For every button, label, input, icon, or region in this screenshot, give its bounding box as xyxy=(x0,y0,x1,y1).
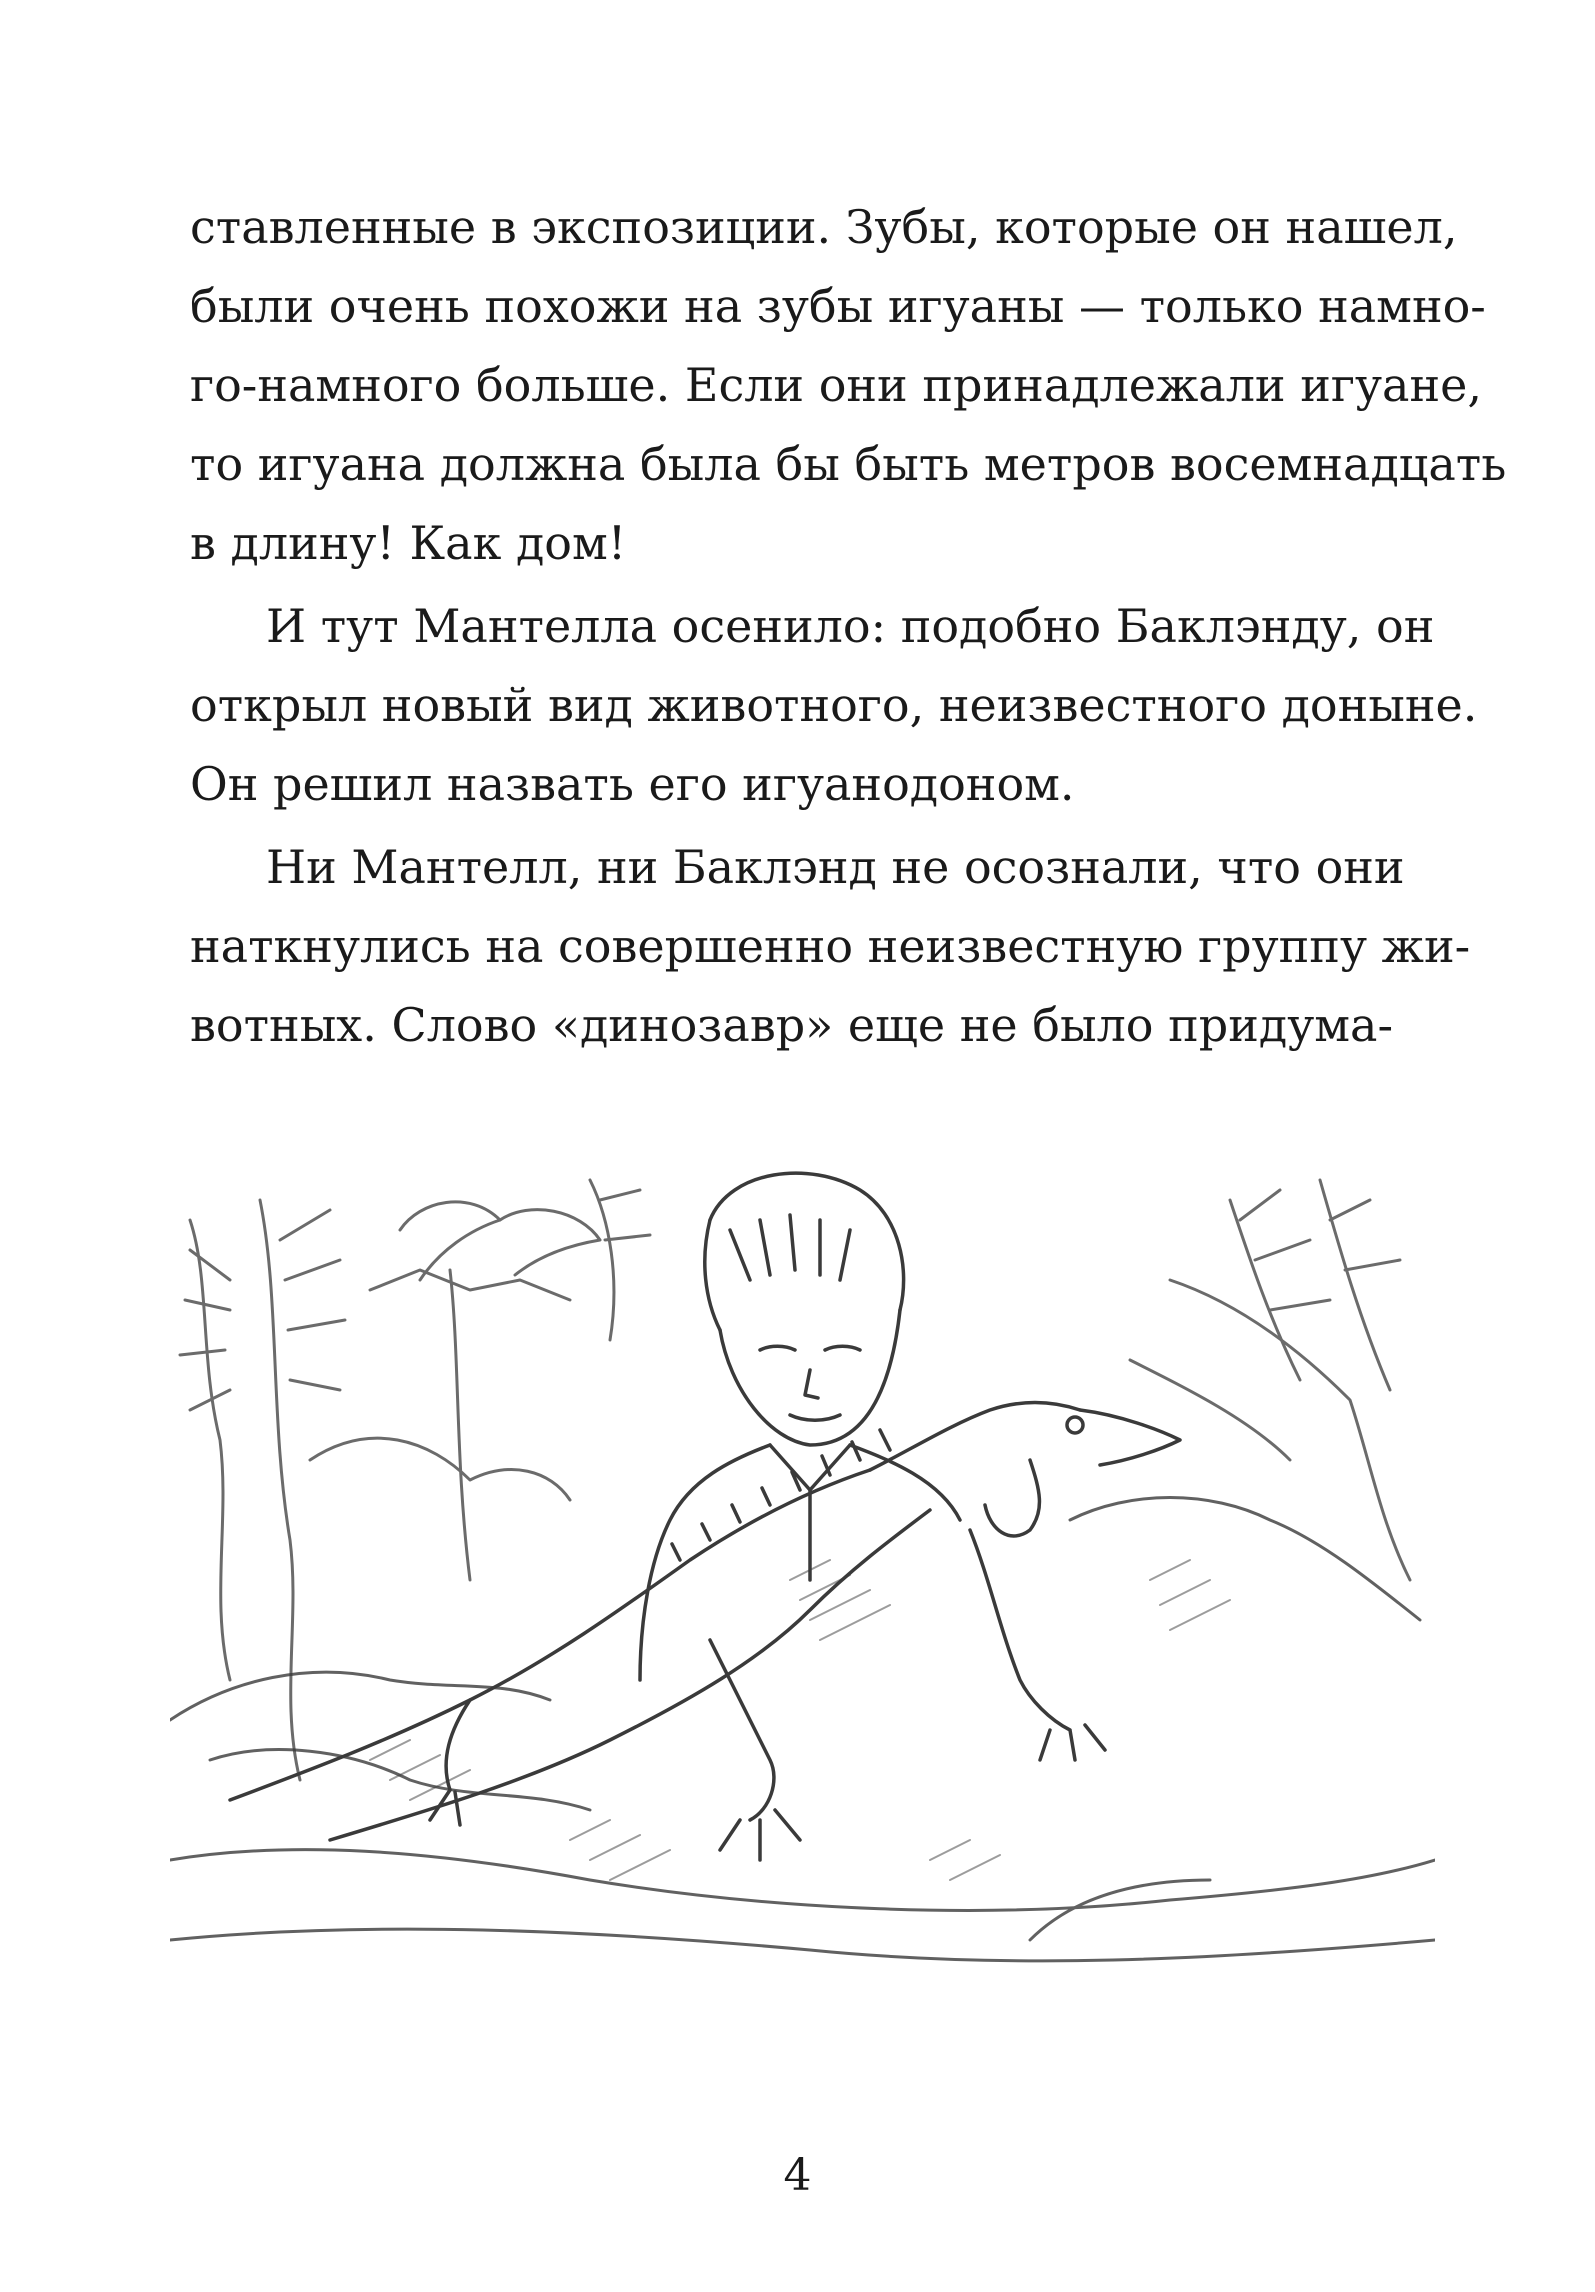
text-line: открыл новый вид животного, неизвестного доныне. xyxy=(190,678,1478,732)
page-number: 4 xyxy=(783,2150,812,2201)
iguana-figure xyxy=(230,1403,1180,1861)
text-line: то игуана должна была бы быть метров восемнадцать xyxy=(190,437,1507,491)
body-text xyxy=(190,188,1507,1065)
text-line: И тут Мантелла осенило: подобно Баклэнду, он xyxy=(266,599,1435,653)
text-line: го-намного больше. Если они принадлежали игуане, xyxy=(190,358,1482,412)
pencil-sketch-illustration-icon xyxy=(170,1160,1435,1990)
shading xyxy=(370,1560,1230,1880)
text-line: были очень похожи на зубы игуаны — только намно- xyxy=(190,279,1486,333)
text-line: Ни Мантелл, ни Баклэнд не осознали, что они xyxy=(266,840,1405,894)
text-line: наткнулись на совершенно неизвестную группу жи- xyxy=(190,919,1471,973)
text-line: Он решил назвать его игуанодоном. xyxy=(190,757,1075,811)
text-line: в длину! Как дом! xyxy=(190,516,627,570)
rocks-and-ground xyxy=(170,1498,1435,1961)
text-line: ставленные в экспозиции. Зубы, которые он нашел, xyxy=(190,200,1458,254)
text-line: вотных. Слово «динозавр» еще не было придума- xyxy=(190,998,1394,1052)
boy-figure xyxy=(640,1173,960,1680)
